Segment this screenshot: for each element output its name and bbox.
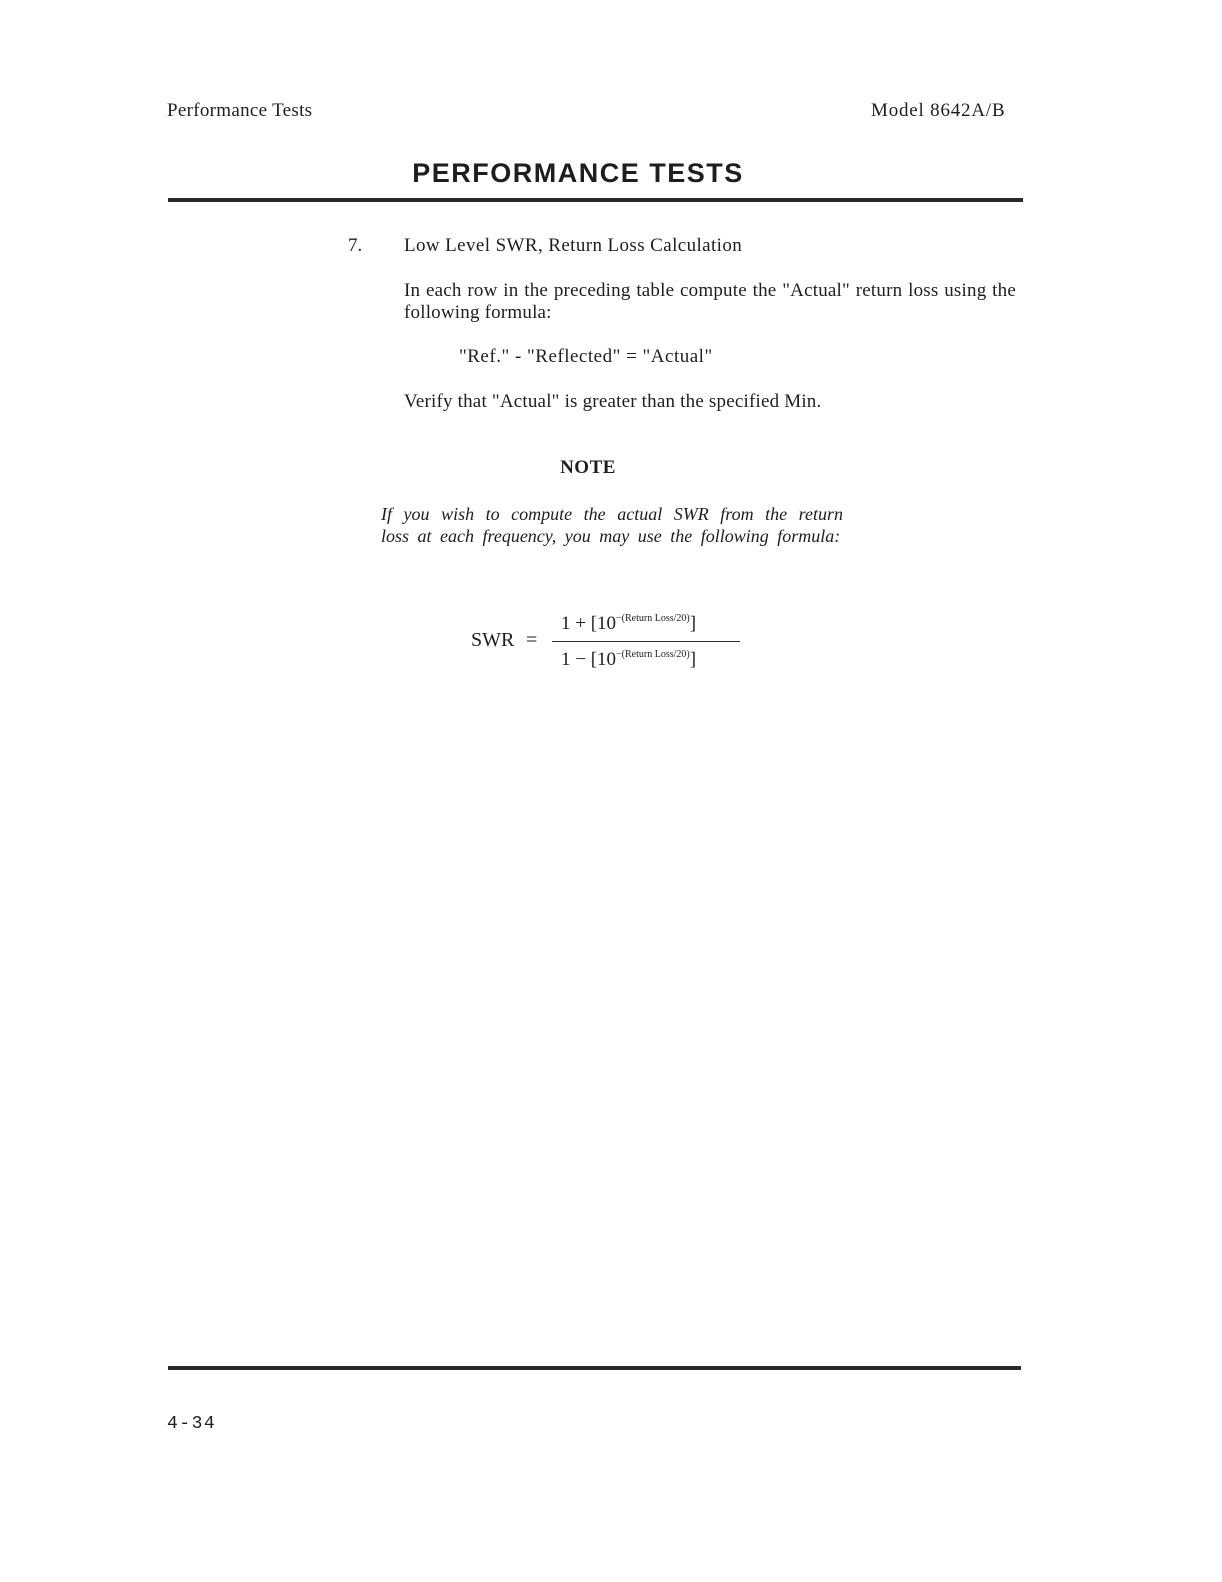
swr-formula-equals: =: [526, 629, 538, 651]
swr-formula-lhs: SWR: [471, 629, 515, 651]
denominator-prefix: 1 − [10: [561, 649, 617, 670]
running-header-model: Model 8642A/B: [871, 100, 1006, 121]
numerator-closing: ]: [689, 613, 697, 634]
swr-denominator: [561, 649, 696, 671]
denominator-exponent: −(Return Loss/20): [616, 649, 690, 660]
page-number: 4-34: [167, 1414, 217, 1434]
running-header-section: Performance Tests: [167, 100, 313, 121]
note-heading: NOTE: [560, 457, 616, 478]
title-rule: [168, 198, 1023, 202]
swr-numerator: [561, 613, 696, 635]
fraction-bar: [552, 641, 740, 642]
return-loss-formula: "Ref." - "Reflected" = "Actual": [459, 346, 713, 367]
page-title: PERFORMANCE TESTS: [412, 158, 744, 188]
numerator-exponent: −(Return Loss/20): [616, 613, 690, 624]
note-body: If you wish to compute the actual SWR from the return loss at each frequency, you may use the following formula:: [381, 504, 843, 546]
denominator-closing: ]: [689, 649, 697, 670]
step-verify: Verify that "Actual" is greater than the specified Min.: [404, 391, 822, 412]
step-title: Low Level SWR, Return Loss Calculation: [404, 235, 743, 256]
step-number: 7.: [348, 235, 363, 256]
step-instruction: In each row in the preceding table compute the "Actual" return loss using the following formula:: [404, 280, 1016, 323]
numerator-prefix: 1 + [10: [561, 613, 617, 634]
footer-rule: [168, 1366, 1021, 1370]
